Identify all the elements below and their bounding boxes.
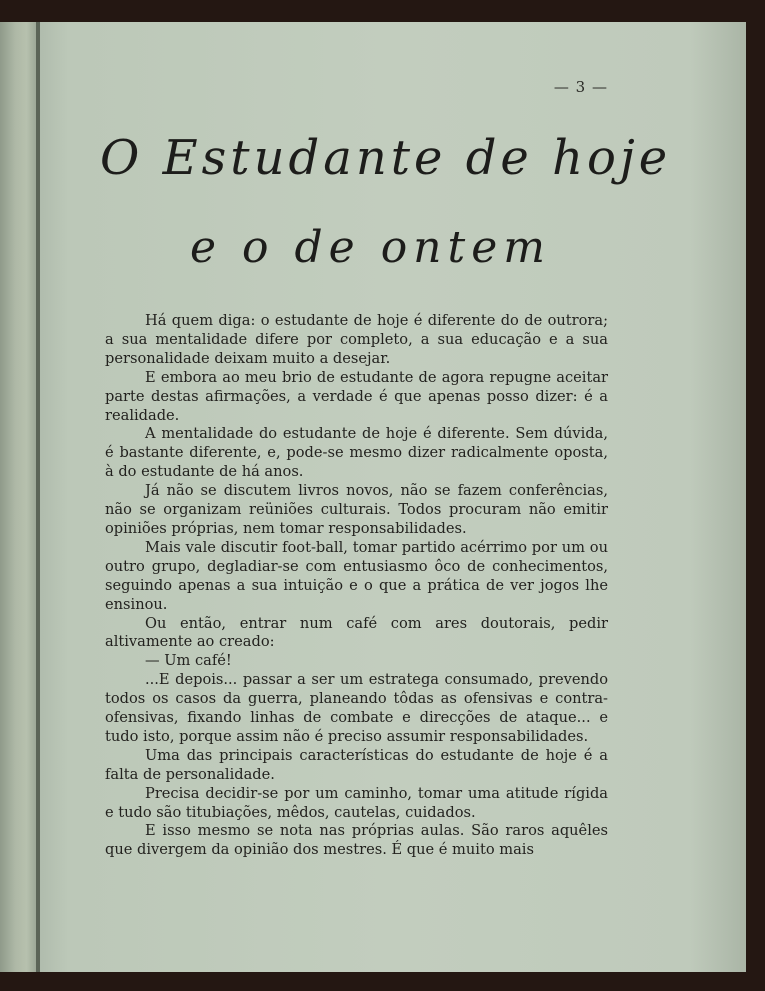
paragraph: Ou então, entrar num café com ares doutorais, pedir altivamente ao creado: [105,614,608,651]
paragraph: A mentalidade do estudante de hoje é diferente. Sem dúvida, é bastante diferente, e, pode-se mesmo dizer radicalmente oposta, à do estudante de há anos. [105,425,608,481]
paragraph: Precisa decidir-se por um caminho, tomar uma atitude rígida e tudo são titubiações, mêdos, cautelas, cuidados. [105,784,608,821]
paragraph: Já não se discutem livros novos, não se fazem conferências, não se organizam reüniões culturais. Todos procuram não emitir opiniões próprias, nem tomar responsabilidades. [105,482,608,537]
paragraph: E embora ao meu brio de estudante de agora repugne aceitar parte destas afirmações, a verdade é que apenas posso dizer: é a realidade. [105,368,608,424]
paragraph: E isso mesmo se nota nas próprias aulas. São raros aquêles que divergem da opinião dos mestres. É que é muito mais [105,822,608,859]
paragraph: ...E depois... passar a ser um estratega consumado, prevendo todos os casos da guerra, planeando tôdas as ofensivas e contra-ofensivas, fixando linhas de combate e direcções de ataque... e tudo isto, porque assim não é preciso assumir responsabilidades. [105,671,608,745]
paragraph: Uma das principais características do estudante de hoje é a falta de personalidade. [105,746,608,783]
paragraph: Há quem diga: o estudante de hoje é diferente do de outrora; a sua mentalidade difere por completo, a sua educação e a sua personalidade deixam muito a desejar. [105,312,608,367]
paragraph: — Um café! [145,652,232,670]
facing-page-edge [0,22,38,972]
paragraph: Mais vale discutir foot-ball, tomar partido acérrimo por um ou outro grupo, degladiar-se com entusiasmo ôco de conhecimentos, seguindo apenas a sua intuição e o que a prática de ver jogos lhe ensinou. [105,538,608,613]
article-title-line-2: e o de ontem [190,222,551,273]
article-body [105,312,608,860]
article-title-line-1: O Estudante de hoje [100,130,672,186]
page-number: — 3 — [553,78,608,96]
